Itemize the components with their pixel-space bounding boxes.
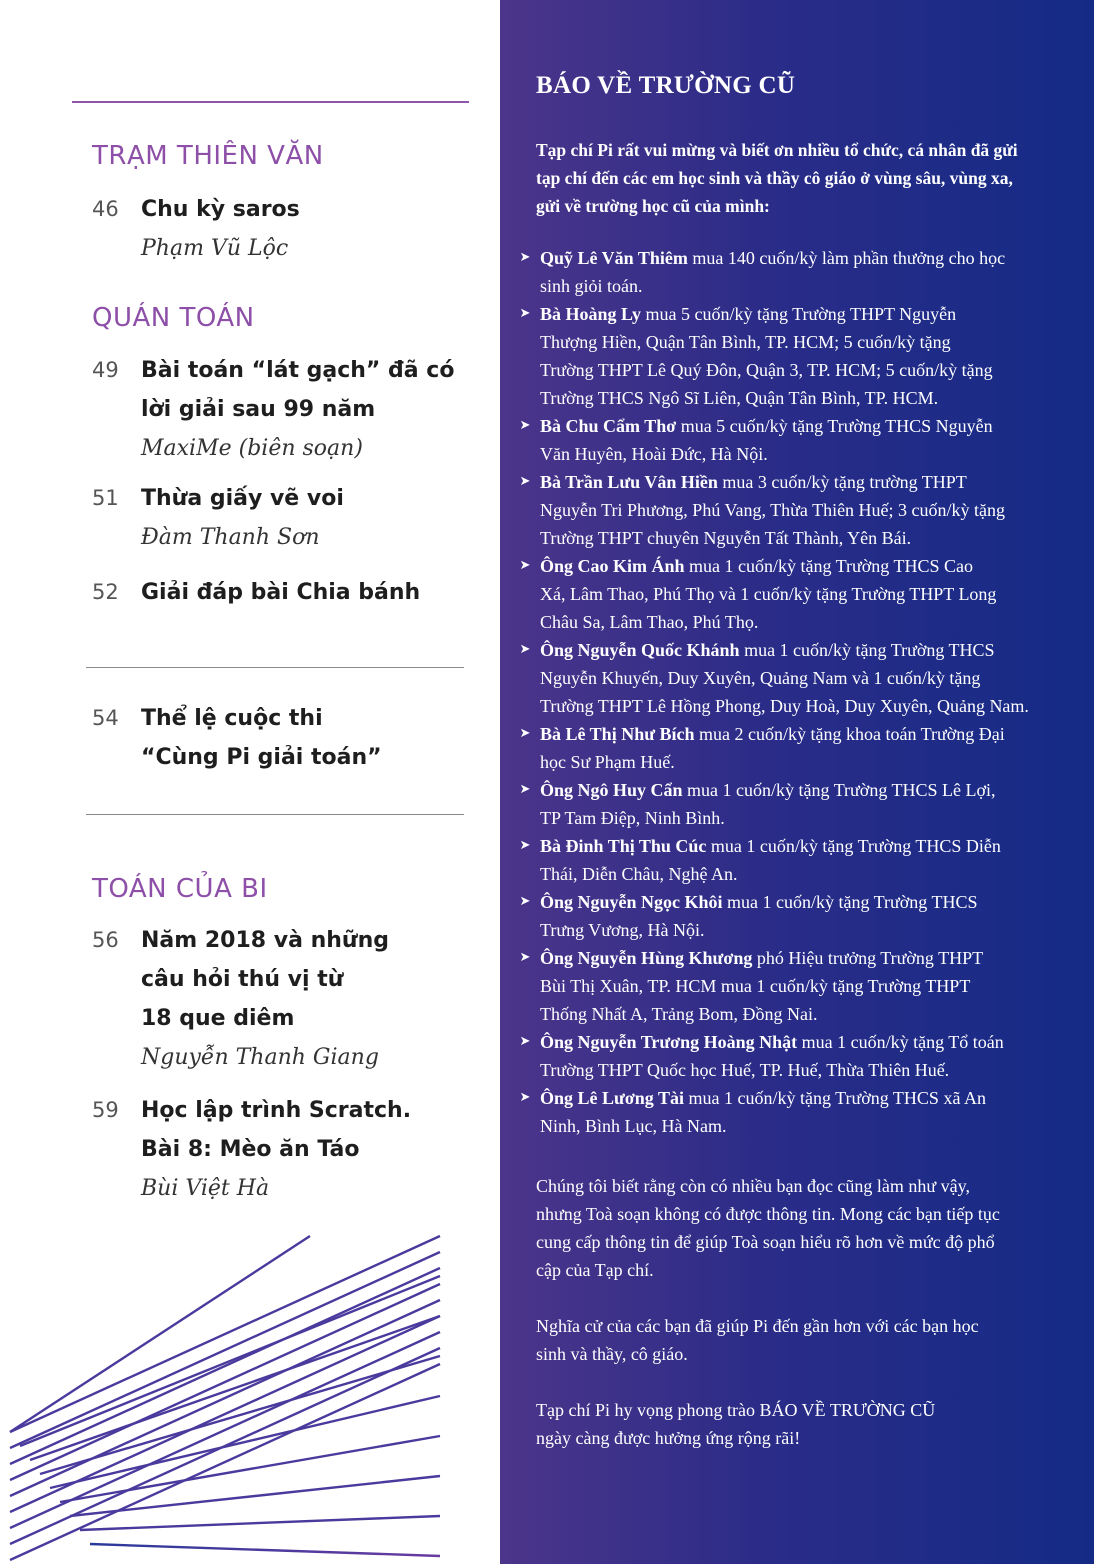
- arrow-bullet-icon: ➤: [519, 558, 531, 573]
- donor-item: [518, 1028, 1078, 1084]
- arrow-bullet-icon: ➤: [519, 782, 531, 797]
- entry-title: Thể lệ cuộc thi “Cùng Pi giải toán”: [141, 706, 382, 770]
- grid-line: [10, 1268, 440, 1464]
- donor-line: Ông Ngô Huy Cẩn mua 1 cuốn/kỳ tặng Trường THCS Lê Lợi,: [540, 780, 996, 800]
- page-number: 59: [92, 1098, 119, 1122]
- donor-item: [518, 776, 1078, 832]
- donor-item: [518, 888, 1078, 944]
- entry-author: Bùi Việt Hà: [141, 1176, 270, 1201]
- arrow-bullet-icon: ➤: [519, 894, 531, 909]
- donor-name: Ông Nguyễn Hùng Khương: [540, 948, 753, 968]
- donor-line: Bà Đinh Thị Thu Cúc mua 1 cuốn/kỳ tặng Trường THCS Diễn: [540, 836, 1001, 856]
- donor-line: Trường THPT Lê Hồng Phong, Duy Hoà, Duy Xuyên, Quảng Nam.: [540, 696, 1029, 716]
- donor-name: Ông Cao Kim Ánh: [540, 556, 685, 576]
- donor-line: Bà Trần Lưu Vân Hiền mua 3 cuốn/kỳ tặng trường THPT: [540, 472, 967, 492]
- grid-line: [70, 1476, 440, 1516]
- grid-line: [90, 1544, 440, 1556]
- donor-line: Bà Hoàng Ly mua 5 cuốn/kỳ tặng Trường THPT Nguyễn: [540, 304, 957, 324]
- arrow-bullet-icon: ➤: [519, 418, 531, 433]
- page-number: 51: [92, 486, 119, 510]
- wireframe-grid-illustration: [0, 1232, 500, 1564]
- donor-line: TP Tam Điệp, Ninh Bình.: [540, 808, 725, 828]
- entry-title: Chu kỳ saros: [141, 197, 300, 222]
- entry-title: Học lập trình Scratch. Bài 8: Mèo ăn Táo: [141, 1098, 412, 1162]
- outro-paragraph: Tạp chí Pi hy vọng phong trào BÁO VỀ TRƯỜNG CŨ ngày càng được hưởng ứng rộng rãi!: [536, 1400, 936, 1448]
- donor-line: Ông Nguyễn Trương Hoàng Nhật mua 1 cuốn/kỳ tặng Tổ toán: [540, 1032, 1004, 1052]
- donor-name: Bà Trần Lưu Vân Hiền: [540, 472, 718, 492]
- donor-item: [518, 944, 1078, 1028]
- entry-author: Phạm Vũ Lộc: [141, 236, 289, 261]
- page-number: 49: [92, 358, 119, 382]
- donor-line: Thượng Hiền, Quận Tân Bình, TP. HCM; 5 cuốn/kỳ tặng: [540, 332, 951, 352]
- bao-ve-truong-cu-panel: [500, 0, 1094, 1564]
- donor-line: Trường THPT Quốc học Huế, TP. Huế, Thừa Thiên Huế.: [540, 1060, 950, 1080]
- donor-item: [518, 1084, 1078, 1140]
- donor-name: Ông Nguyễn Trương Hoàng Nhật: [540, 1032, 798, 1052]
- donor-line: Ông Nguyễn Hùng Khương phó Hiệu trưởng Trường THPT: [540, 948, 984, 968]
- entry-author: Đàm Thanh Sơn: [141, 525, 320, 550]
- donor-item: [518, 412, 1078, 468]
- donor-line: Ông Nguyễn Ngọc Khôi mua 1 cuốn/kỳ tặng Trường THCS: [540, 892, 978, 912]
- page-number: 54: [92, 706, 119, 730]
- donor-line: Bùi Thị Xuân, TP. HCM mua 1 cuốn/kỳ tặng Trường THPT: [540, 976, 971, 996]
- toc-entry[interactable]: [92, 190, 472, 268]
- donor-name: Bà Hoàng Ly: [540, 304, 642, 324]
- donor-name: Ông Ngô Huy Cẩn: [540, 780, 683, 800]
- grid-line: [10, 1364, 440, 1560]
- donor-line: Ninh, Bình Lục, Hà Nam.: [540, 1116, 727, 1136]
- arrow-bullet-icon: ➤: [519, 726, 531, 741]
- donor-line: Nguyễn Tri Phương, Phú Vang, Thừa Thiên Huế; 3 cuốn/kỳ tặng: [540, 500, 1006, 520]
- donor-line: Bà Lê Thị Như Bích mua 2 cuốn/kỳ tặng khoa toán Trường Đại: [540, 724, 1005, 744]
- donor-line: Quỹ Lê Văn Thiêm mua 140 cuốn/kỳ làm phần thưởng cho học: [540, 248, 1006, 268]
- donor-line: Trường THPT Lê Quý Đôn, Quận 3, TP. HCM; 5 cuốn/kỳ tặng: [540, 360, 993, 380]
- donor-line: Trường THCS Ngô Sĩ Liên, Quận Tân Bình, TP. HCM.: [540, 388, 939, 408]
- grid-line: [30, 1316, 440, 1460]
- donor-name: Ông Lê Lương Tài: [540, 1088, 684, 1108]
- section-divider: [86, 667, 464, 668]
- entry-title: Năm 2018 và những câu hỏi thú vị từ 18 que diêm: [141, 928, 389, 1031]
- donor-name: Bà Chu Cẩm Thơ: [540, 416, 677, 436]
- toc-entry[interactable]: [92, 479, 472, 557]
- grid-line: [10, 1236, 310, 1432]
- section-heading: TOÁN CỦA BI: [92, 874, 268, 904]
- donor-line: Văn Huyên, Hoài Đức, Hà Nội.: [540, 444, 768, 464]
- donor-item: [518, 636, 1078, 720]
- entry-title: Thừa giấy vẽ voi: [141, 486, 344, 511]
- grid-line: [60, 1436, 440, 1502]
- donor-name: Bà Đinh Thị Thu Cúc: [540, 836, 707, 856]
- donor-line: Xá, Lâm Thao, Phú Thọ và 1 cuốn/kỳ tặng Trường THPT Long: [540, 584, 997, 604]
- arrow-bullet-icon: ➤: [519, 642, 531, 657]
- entry-title: Giải đáp bài Chia bánh: [141, 580, 421, 605]
- section-heading: QUÁN TOÁN: [92, 303, 255, 333]
- entry-title: Bài toán “lát gạch” đã có lời giải sau 99 năm: [141, 358, 455, 422]
- donor-line: Ông Lê Lương Tài mua 1 cuốn/kỳ tặng Trường THCS xã An: [540, 1088, 986, 1108]
- donor-item: [518, 300, 1078, 412]
- donor-name: Ông Nguyễn Quốc Khánh: [540, 640, 740, 660]
- page-number: 46: [92, 197, 119, 221]
- arrow-bullet-icon: ➤: [519, 838, 531, 853]
- arrow-bullet-icon: ➤: [519, 474, 531, 489]
- toc-entry[interactable]: [92, 351, 472, 468]
- arrow-bullet-icon: ➤: [519, 1034, 531, 1049]
- donor-name: Bà Lê Thị Như Bích: [540, 724, 695, 744]
- page-number: 52: [92, 580, 119, 604]
- panel-title: BÁO VỀ TRƯỜNG CŨ: [536, 72, 796, 99]
- donor-line: học Sư Phạm Huế.: [540, 752, 675, 772]
- section-divider: [86, 814, 464, 815]
- donor-line: sinh giỏi toán.: [540, 276, 643, 296]
- grid-line: [10, 1300, 440, 1496]
- toc-entry[interactable]: [92, 699, 472, 777]
- arrow-bullet-icon: ➤: [519, 950, 531, 965]
- outro-paragraph: Chúng tôi biết rằng còn có nhiều bạn đọc cũng làm như vậy, nhưng Toà soạn không có được thông tin. Mong các bạn tiếp tục cung cấp thông tin để giúp Toà soạn hiểu rõ hơn về mức độ phổ cập của Tạp chí.: [536, 1176, 1000, 1280]
- donor-line: Châu Sa, Lâm Thao, Phú Thọ.: [540, 612, 759, 632]
- donor-line: Thái, Diễn Châu, Nghệ An.: [540, 864, 738, 884]
- arrow-bullet-icon: ➤: [519, 1090, 531, 1105]
- donor-name: Ông Nguyễn Ngọc Khôi: [540, 892, 723, 912]
- donor-line: Trưng Vương, Hà Nội.: [540, 920, 705, 940]
- arrow-bullet-icon: ➤: [519, 306, 531, 321]
- arrow-bullet-icon: ➤: [519, 250, 531, 265]
- donor-line: Thống Nhất A, Trảng Bom, Đồng Nai.: [540, 1004, 818, 1024]
- outro-paragraph: Nghĩa cử của các bạn đã giúp Pi đến gần hơn với các bạn học sinh và thầy, cô giáo.: [536, 1316, 979, 1364]
- panel-intro: Tạp chí Pi rất vui mừng và biết ơn nhiều tổ chức, cá nhân đã gửi tạp chí đến các em học sinh và thầy cô giáo ở vùng sâu, vùng xa, gửi về trường học cũ của mình:: [536, 140, 1018, 216]
- donor-line: Trường THPT chuyên Nguyễn Tất Thành, Yên Bái.: [540, 528, 912, 548]
- donor-line: Ông Cao Kim Ánh mua 1 cuốn/kỳ tặng Trường THCS Cao: [540, 556, 973, 576]
- top-divider: [72, 101, 469, 103]
- donor-name: Quỹ Lê Văn Thiêm: [540, 248, 688, 268]
- toc-entry[interactable]: [92, 573, 472, 612]
- donor-list: [518, 244, 1078, 1140]
- donor-line: Ông Nguyễn Quốc Khánh mua 1 cuốn/kỳ tặng Trường THCS: [540, 640, 995, 660]
- donor-item: [518, 832, 1078, 888]
- donor-item: [518, 720, 1078, 776]
- donor-line: Nguyễn Khuyến, Duy Xuyên, Quảng Nam và 1 cuốn/kỳ tặng: [540, 668, 981, 688]
- donor-line: Bà Chu Cẩm Thơ mua 5 cuốn/kỳ tặng Trường THCS Nguyễn: [540, 416, 993, 436]
- donor-item: [518, 552, 1078, 636]
- table-of-contents: [0, 0, 500, 1564]
- section-heading: TRẠM THIÊN VĂN: [92, 141, 324, 171]
- toc-entry[interactable]: [92, 921, 472, 1077]
- entry-author: MaxiMe (biên soạn): [141, 436, 363, 461]
- entry-author: Nguyễn Thanh Giang: [141, 1045, 379, 1070]
- grid-line: [10, 1236, 440, 1432]
- toc-entry[interactable]: [92, 1091, 472, 1208]
- donor-item: [518, 244, 1078, 300]
- grid-line: [10, 1284, 440, 1480]
- grid-line: [80, 1516, 440, 1530]
- page-number: 56: [92, 928, 119, 952]
- donor-item: [518, 468, 1078, 552]
